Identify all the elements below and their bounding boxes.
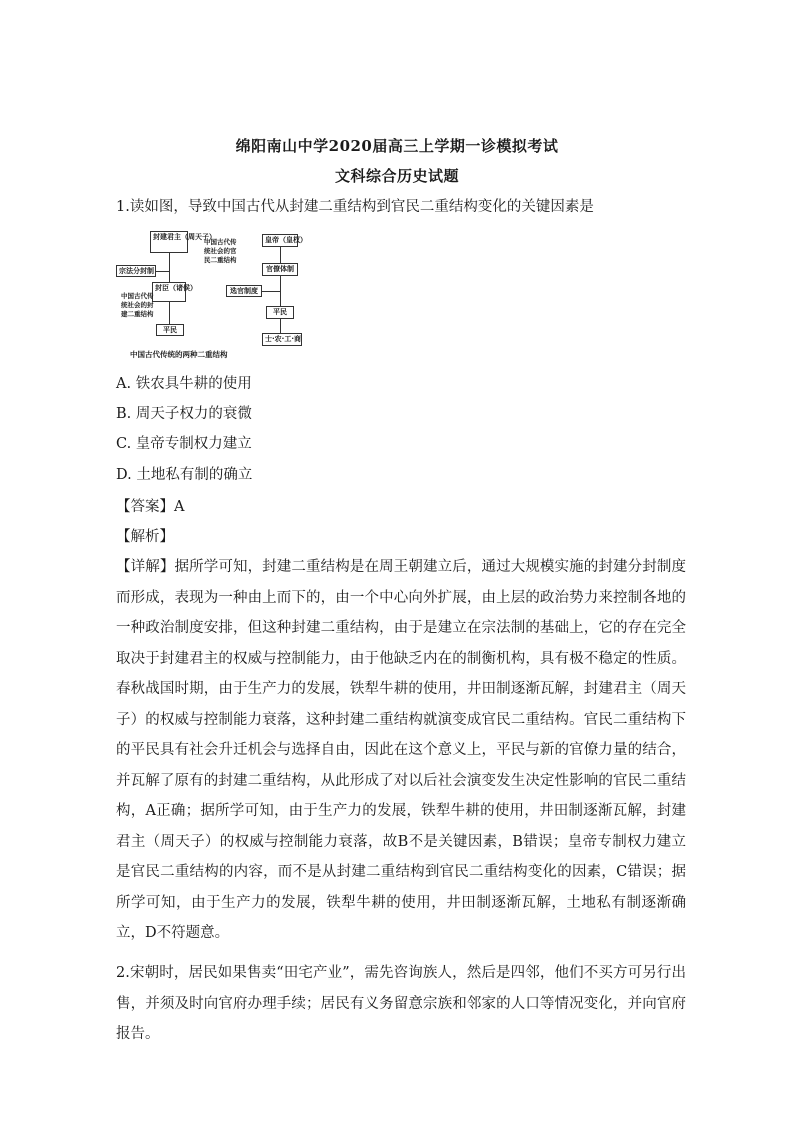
emperor-box: 皇帝（皇权）: [262, 234, 298, 247]
question-1-stem: 1.读如图，导致中国古代从封建二重结构到官民二重结构变化的关键因素是: [116, 199, 594, 215]
commoner-box-left: 平民: [156, 324, 184, 336]
connector: [169, 253, 170, 282]
structure-diagram: [116, 226, 316, 366]
exam-subtitle: 文科综合历史试题: [334, 167, 459, 185]
detailed-explanation: 【详解】据所学可知，封建二重结构是在周王朝建立后，通过大规模实施的封建分封制度而形成，表现为一种由上而下的，由一个中心向外扩展，由上层的政治势力来控制各地的一种政治制度安排，但这种封建二重结构，由于是建立在宗法制的基础上，它的存在完全取决于封建君主的权威与控制能力，由于他缺乏内在的制衡机构，具有极不稳定的性质。春秋战国时期，由于生产力的发展，铁犁牛耕的使用，井田制逐渐瓦解，封建君主（周天子）的权威与控制能力衰落，这种封建二重结构就演变成官民二重结构。官民二重结构下的平民具有社会升迁机会与选择自由，因此在这个意义上，平民与新的官僚力量的结合，并瓦解了原有的封建二重结构，从此形成了对以后社会演变发生决定性影响的官民二重结构，A正确；据所学可知，由于生产力的发展，铁犁牛耕的使用，井田制逐渐瓦解，封建君主（周天子）的权威与控制能力衰落，故B不是关键因素，B错误；皇帝专制权力建立是官民二重结构的内容，而不是从封建二重结构到官民二重结构变化的因素，C错误；据所学可知，由于生产力的发展，铁犁牛耕的使用，井田制逐渐瓦解，土地私有制逐渐确立，D不符题意。: [116, 559, 686, 941]
answer: 【答案】A: [116, 499, 185, 515]
analysis-label: 【解析】: [116, 529, 174, 545]
connector: [280, 247, 281, 263]
option-d: D. 土地私有制的确立: [116, 467, 253, 483]
left-structure-note: 中国古代传 统社会的封 建二重结构: [121, 292, 154, 318]
exam-title: 绵阳南山中学2020届高三上学期一诊模拟考试: [235, 137, 559, 155]
commoner-box-right: 平民: [266, 306, 294, 319]
connector: [280, 276, 281, 306]
connector: [169, 302, 170, 324]
official-selection-box: 选官制度: [226, 285, 262, 297]
right-structure-note: 中国古代传 统社会的官 民二重结构: [204, 238, 237, 264]
figure-caption: 中国古代传统的两种二重结构: [130, 350, 228, 359]
option-b: B. 周天子权力的衰微: [116, 406, 252, 422]
question-2-stem: 2.宋朝时，居民如果售卖“田宅产业”，需先咨询族人，然后是四邻，他们不买方可另行出售，并须及时向官府办理手续；居民有义务留意宗族和邻家的人口等情况变化，并向官府报告。: [116, 965, 686, 1042]
feudal-lord-box: 封建君主（周天子）: [150, 231, 188, 253]
option-a: A. 铁农具牛耕的使用: [116, 376, 252, 392]
connector: [280, 319, 281, 333]
option-c: C. 皇帝专制权力建立: [116, 436, 252, 452]
bureaucracy-box: 官僚体制: [262, 263, 298, 276]
vassal-box: 封臣（诸侯）: [152, 282, 186, 302]
connector: [156, 271, 169, 272]
connector: [262, 291, 280, 292]
four-classes-box: 士·农·工·商: [262, 333, 302, 346]
enfeoffment-box: 宗法分封制: [116, 265, 156, 277]
